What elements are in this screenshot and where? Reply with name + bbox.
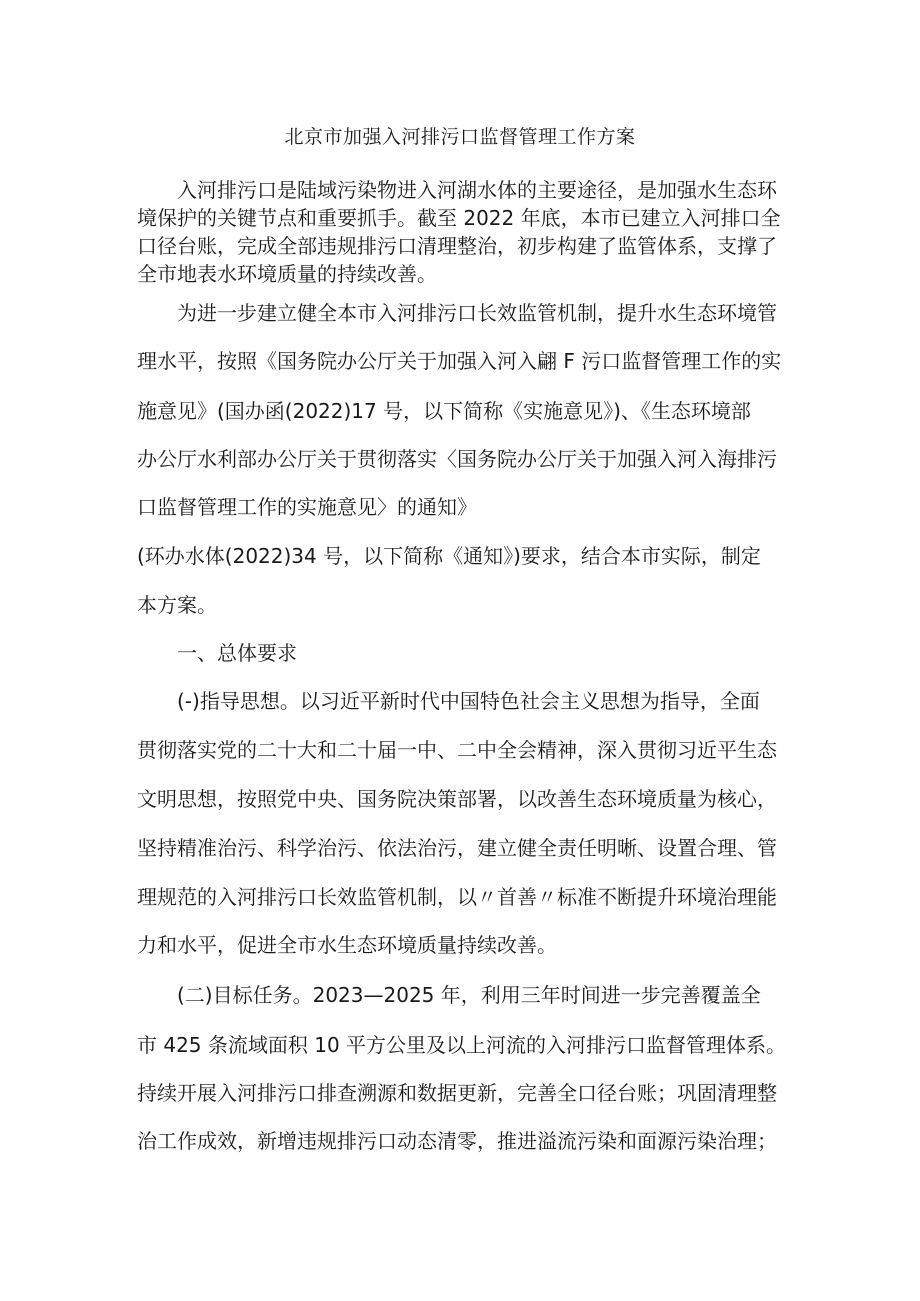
paragraph-3-line-3: 文明思想，按照党中央、国务院决策部署，以改善生态环境质量为核心， bbox=[137, 787, 777, 811]
paragraph-2-line-5: 口监督管理工作的实施意见〉的通知》 bbox=[137, 495, 477, 519]
paragraph-1-line-2: 境保护的关键节点和重要抓手。截至 2022 年底，本市已建立入河排口全 bbox=[137, 206, 781, 230]
paragraph-3-line-6: 力和水平，促进全市水生态环境质量持续改善。 bbox=[137, 933, 557, 957]
paragraph-4-line-1: (二)目标任务。2023—2025 年，利用三年时间进一步完善覆盖全 bbox=[177, 983, 761, 1007]
paragraph-1-line-3: 口径台账，完成全部违规排污口清理整治，初步构建了监管体系，支撑了 bbox=[137, 234, 777, 258]
paragraph-1-line-4: 全市地表水环境质量的持续改善。 bbox=[137, 262, 437, 286]
paragraph-2-line-1: 为进一步建立健全本市入河排污口长效监管机制，提升水生态环境管 bbox=[177, 301, 777, 325]
document-title: 北京市加强入河排污口监督管理工作方案 bbox=[284, 126, 636, 148]
paragraph-3-line-1: (-)指导思想。以习近平新时代中国特色社会主义思想为指导，全面 bbox=[177, 689, 760, 713]
paragraph-4-line-4: 治工作成效，新增违规排污口动态清零，推进溢流污染和面源污染治理； bbox=[137, 1129, 777, 1153]
paragraph-2-line-2: 理水平，按照《国务院办公厅关于加强入河入翩 F 污口监督管理工作的实 bbox=[137, 349, 782, 373]
paragraph-3-line-2: 贯彻落实党的二十大和二十届一中、二中全会精神，深入贯彻习近平生态 bbox=[137, 738, 777, 762]
paragraph-4-line-2: 市 425 条流域面积 10 平方公里及以上河流的入河排污口监督管理体系。 bbox=[137, 1033, 787, 1057]
paragraph-3-line-5: 理规范的入河排污口长效监管机制，以〃首善〃标准不断提升环境治理能 bbox=[137, 885, 777, 909]
paragraph-1-line-1: 入河排污口是陆域污染物进入河湖水体的主要途径，是加强水生态环 bbox=[177, 178, 777, 202]
paragraph-4-line-3: 持续开展入河排污口排查溯源和数据更新，完善全口径台账；巩固清理整 bbox=[137, 1081, 777, 1105]
paragraph-2-line-4: 办公厅水利部办公厅关于贯彻落实〈国务院办公厅关于加强入河入海排污 bbox=[137, 447, 777, 471]
paragraph-2-line-7: 本方案。 bbox=[137, 593, 217, 617]
paragraph-2-line-6: (环办水体(2022)34 号，以下简称《通知》)要求，结合本市实际，制定 bbox=[137, 544, 761, 568]
paragraph-2-line-3: 施意见》(国办函(2022)17 号，以下简称《实施意见》)、《生态环境部 bbox=[137, 399, 751, 423]
paragraph-3-line-4: 坚持精准治污、科学治污、依法治污，建立健全责任明晰、设置合理、管 bbox=[137, 836, 777, 860]
section-heading: 一、总体要求 bbox=[177, 641, 297, 665]
